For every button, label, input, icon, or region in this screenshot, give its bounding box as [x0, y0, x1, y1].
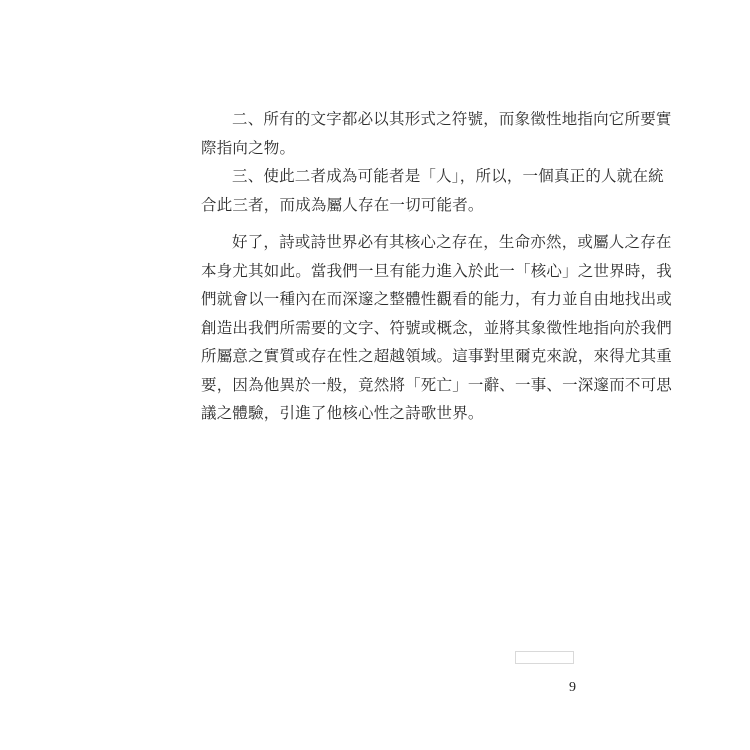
text-line: 所屬意之實質或存在性之超越領域。這事對里爾克來說，來得尤其重 — [201, 347, 673, 365]
text-line: 三、使此二者成為可能者是「人」，所以，一個真正的人就在統 — [232, 167, 664, 185]
text-line: 議之體驗，引進了他核心性之詩歌世界。 — [201, 404, 484, 422]
page-number: 9 — [569, 680, 576, 695]
text-line: 二、所有的文字都必以其形式之符號，而象徵性地指向它所要實 — [232, 110, 672, 128]
text-line: 們就會以一種內在而深邃之整體性觀看的能力，有力並自由地找出或 — [201, 290, 673, 308]
text-line: 要，因為他異於一般，竟然將「死亡」一辭、一事、一深邃而不可思 — [201, 375, 673, 394]
text-line: 好了，詩或詩世界必有其核心之存在，生命亦然，或屬人之存在 — [232, 233, 672, 251]
text-line: 際指向之物。 — [201, 138, 296, 157]
text-line: 本身尤其如此。當我們一旦有能力進入於此一「核心」之世界時，我 — [201, 261, 673, 280]
footer-frame — [515, 651, 574, 664]
text-line: 創造出我們所需要的文字、符號或概念，並將其象徵性地指向於我們 — [201, 318, 673, 337]
paragraph-block-core — [201, 228, 673, 428]
text-line: 合此三者，而成為屬人存在一切可能者。 — [201, 195, 484, 214]
paragraph-block-points — [201, 105, 672, 219]
